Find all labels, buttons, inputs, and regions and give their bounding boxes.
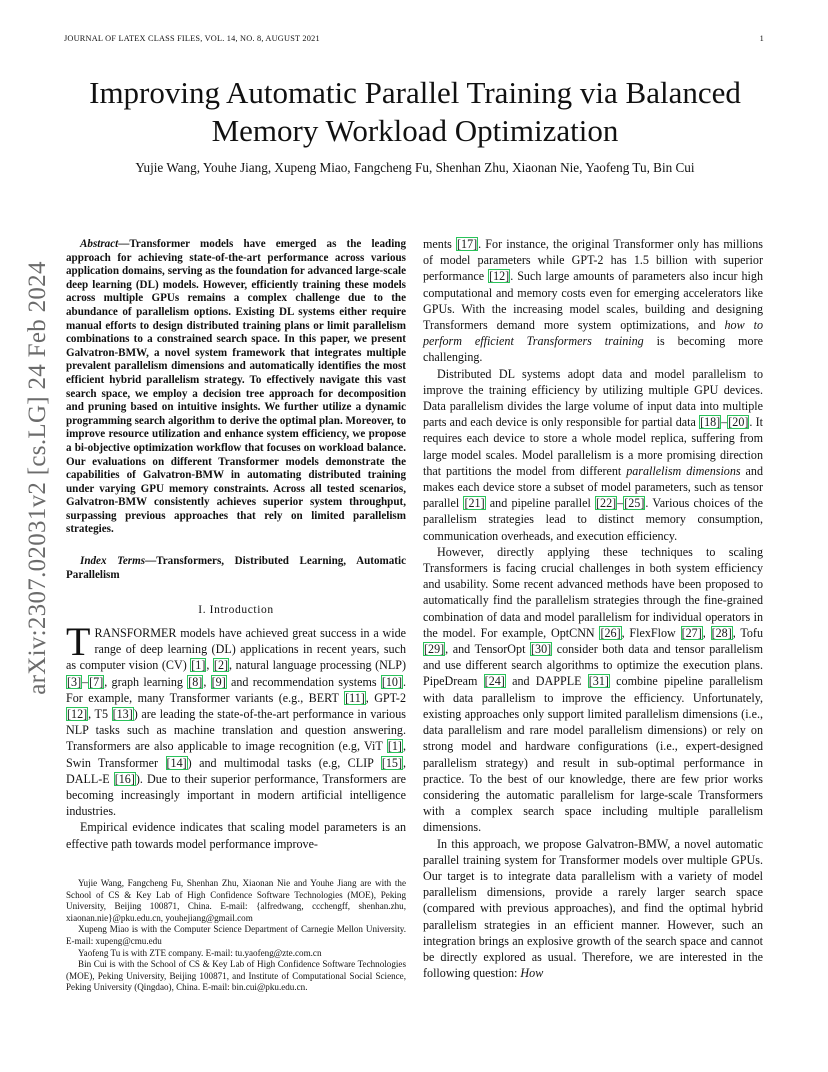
title-line-1: Improving Automatic Parallel Training via Balanced — [89, 75, 741, 110]
emphasis-text: how to perform efficient Transformers training — [423, 318, 763, 349]
intro-paragraph-1: RANSFORMER models have achieved great success in a wide range of deep learning (DL) applications in recent years, such as computer vision (CV) [1], [2], natural language processing (NLP) [3]–[7], graph learning [8], [9] and recommendation systems [10]. For example, many Transformer variants (e.g., BERT [11], GPT-2 [12], T5 [13]) are leading the state-of-the-art performance in various NLP tasks such as machine translation and question answering. Transformers are also applicable to image recognition (e.g, ViT [1], Swin Transformer [14]) and multimodal tasks (e.g, CLIP [15], DALL-E [16]). Due to their superior performance, Transformers are becoming increasingly important in modern artificial intelligence industries. — [66, 626, 407, 819]
index-terms-label: Index Terms — [80, 555, 146, 567]
citation-link[interactable]: [3] — [67, 674, 82, 689]
citation-link[interactable]: [29] — [424, 642, 445, 657]
citation-link[interactable]: [17] — [457, 237, 478, 251]
citation-link[interactable]: [30] — [531, 642, 552, 657]
arxiv-identifier: arXiv:2307.02031v2 [cs.LG] 24 Feb 2024 — [24, 261, 51, 695]
citation-link[interactable]: [7] — [89, 674, 104, 689]
citation-link[interactable]: [9] — [211, 674, 226, 689]
citation-link[interactable]: [27] — [681, 625, 702, 640]
abstract-label: Abstract — [80, 238, 119, 250]
introduction-left-column — [66, 619, 407, 852]
citation-link[interactable]: [22] — [596, 496, 617, 511]
citation-link[interactable]: [10] — [381, 674, 402, 689]
citation-link[interactable]: [16] — [114, 771, 135, 786]
right-paragraph-4: In this approach, we propose Galvatron-BMW, a novel automatic parallel training system for Transformer models over multiple GPUs. Our target is to integrate data parallelism with a variety of model parallelism dimensions, provide a rarely larger search space (compared with previous approaches), and find the optimal hybrid parallelism strategies in an efficient manner. However, such an integration brings an explosive growth of the search space and cannot be directly explored as usual. Therefore, we are interested in the following question: How — [423, 836, 763, 981]
citation-link[interactable]: [25] — [624, 496, 645, 511]
right-paragraph-3: However, directly applying these techniques to scaling Transformers is facing crucial challenges in both system efficiency and usability. Some recent advanced methods have been proposed to automatically find the parallelism strategies through the fine-grained combination of data and model parallelism for individual operators in the model. For example, OptCNN [26], FlexFlow [27], [28], Tofu [29], and TensorOpt [30] consider both data and tensor parallelism and use different search algorithms to optimize the execution plans. PipeDream [24] and DAPPLE [31] combine pipeline parallelism with data parallelism to improve the efficiency. Unfortunately, existing approaches only support limited parallelism dimensions (i.e., data parallelism and rare model parallelism dimensions) or rely on strong model and hardware configurations (i.e., expert-designed parallelism strategy) and result in sub-optimal performance in practice. To the best of our knowledge, there are few prior works considering the automatic parallelism for large-scale Transformers with a complex search space including multiple parallelism dimensions. — [423, 544, 763, 835]
emphasis-text: How — [520, 966, 544, 981]
running-header — [64, 34, 764, 43]
emphasis-text: parallelism dimensions — [626, 463, 741, 478]
footnote-4: Bin Cui is with the School of CS & Key Lab of High Confidence Software Technologies (MOE), Peking University, Beijing 100871, and Institute of Computational Social Science, Peking University (Qingdao), China. E-mail: bin.cui@pku.edu.cn. — [66, 959, 406, 993]
footnote-2: Xupeng Miao is with the Computer Science Department of Carnegie Mellon University. E-mail: xupeng@cmu.edu — [66, 924, 406, 946]
citation-link[interactable]: [31] — [588, 674, 609, 689]
citation-link[interactable]: [18] — [700, 415, 721, 430]
citation-link[interactable]: [11] — [345, 690, 365, 705]
introduction-right-column — [423, 236, 763, 981]
right-paragraph-2: Distributed DL systems adopt data and model parallelism to improve the training efficiency by utilizing multiple GPU devices. Data parallelism divides the large volume of input data into multiple parts and each device is only responsible for partial data [18]–[20]. It requires each device to store a whole model replica, suffering from large model scales. Model parallelism is a more promising direction that partitions the model from different parallelism dimensions and makes each device store a subset of model parameters, such as tensor parallel [21] and pipeline parallel [22]–[25]. Various choices of the parallelism strategies lead to distinct memory consumption, communication overheads, and execution efficiency. — [423, 366, 763, 543]
abstract-text: —Transformer models have emerged as the leading approach for achieving state-of-the-art performance across various application domains, serving as the foundation for advanced large-scale deep learning (DL) models. However, efficiently training these models across multiple GPUs remains a complex challenge due to the abundance of parallelism options. Existing DL systems either require manual efforts to design distributed training plans or limit parallelism combinations to a constrained search space. In this paper, we present Galvatron-BMW, a novel system framework that integrates multiple prevalent parallelism dimensions and automatically identifies the most efficient hybrid parallelism strategy. To effectively navigate this vast search space, we employ a decision tree approach for decomposition and pruning based on intuitive insights. We further utilize a dynamic programming search algorithm to derive the optimal plan. Moreover, to improve resource utilization and enhance system efficiency, we propose a bi-objective optimization workflow that focuses on workload balance. Our evaluations on different Transformer models demonstrate the capabilities of Galvatron-BMW in automating distributed training under varying GPU memory constraints. Across all tested scenarios, Galvatron-BMW consistently achieves superior system throughput, surpassing previous approaches that rely on limited parallelism strategies. — [66, 238, 406, 536]
footnote-3: Yaofeng Tu is with ZTE company. E-mail: tu.yaofeng@zte.com.cn — [78, 947, 322, 958]
arxiv-sidebar — [18, 261, 58, 695]
footnote-1: Yujie Wang, Fangcheng Fu, Shenhan Zhu, Xiaonan Nie and Youhe Jiang are with the School of CS & Key Lab of High Confidence Software Technologies (MOE), Peking University, Beijing 100871, China. E-mail: {alfredwang, ccchengff, shenhan.zhu, xiaonan.nie}@pku.edu.cn, youhejiang@gmail.com — [66, 878, 406, 923]
citation-link[interactable]: [26] — [600, 625, 621, 640]
citation-link[interactable]: [8] — [188, 674, 203, 689]
paper-title — [40, 74, 790, 150]
affiliation-footnotes — [66, 878, 406, 994]
citation-link[interactable]: [21] — [464, 496, 485, 511]
citation-link[interactable]: [13] — [112, 707, 133, 722]
title-line-2: Memory Workload Optimization — [211, 113, 619, 148]
page-number: 1 — [759, 34, 764, 43]
drop-cap: T — [66, 619, 91, 664]
citation-link[interactable]: [2] — [213, 658, 229, 673]
right-paragraph-1: ments [17]. For instance, the original Transformer only has millions of model parameters while GPT-2 has 1.5 billion with superior performance [12]. Such large amounts of parameters also incur high computational and memory costs even for emerging accelerators like GPUs. With the increasing model scales, building and designing Transformers demand more system optimizations, and how to perform efficient Transformers training is becoming more challenging. — [423, 237, 763, 365]
author-list: Yujie Wang, Youhe Jiang, Xupeng Miao, Fangcheng Fu, Shenhan Zhu, Xiaonan Nie, Yaofeng Tu, Bin Cui — [135, 160, 695, 175]
citation-link[interactable]: [1] — [191, 658, 206, 673]
citation-link[interactable]: [12] — [489, 269, 510, 284]
citation-link[interactable]: [15] — [381, 755, 402, 770]
section-heading-introduction: I. Introduction — [198, 604, 274, 616]
intro-paragraph-2: Empirical evidence indicates that scaling model parameters is an effective path towards model performance improve- — [66, 820, 406, 851]
journal-name: JOURNAL OF LATEX CLASS FILES, VOL. 14, NO. 8, AUGUST 2021 — [64, 34, 320, 43]
abstract — [66, 238, 406, 537]
citation-link[interactable]: [28] — [711, 625, 732, 640]
index-terms-text: —Transformers, Distributed Learning, Automatic Parallelism — [66, 555, 406, 581]
citation-link[interactable]: [20] — [728, 415, 749, 430]
index-terms — [66, 555, 406, 582]
citation-link[interactable]: [24] — [484, 674, 505, 689]
citation-link[interactable]: [1] — [387, 739, 402, 754]
citation-link[interactable]: [12] — [67, 707, 88, 722]
citation-link[interactable]: [14] — [166, 755, 187, 770]
